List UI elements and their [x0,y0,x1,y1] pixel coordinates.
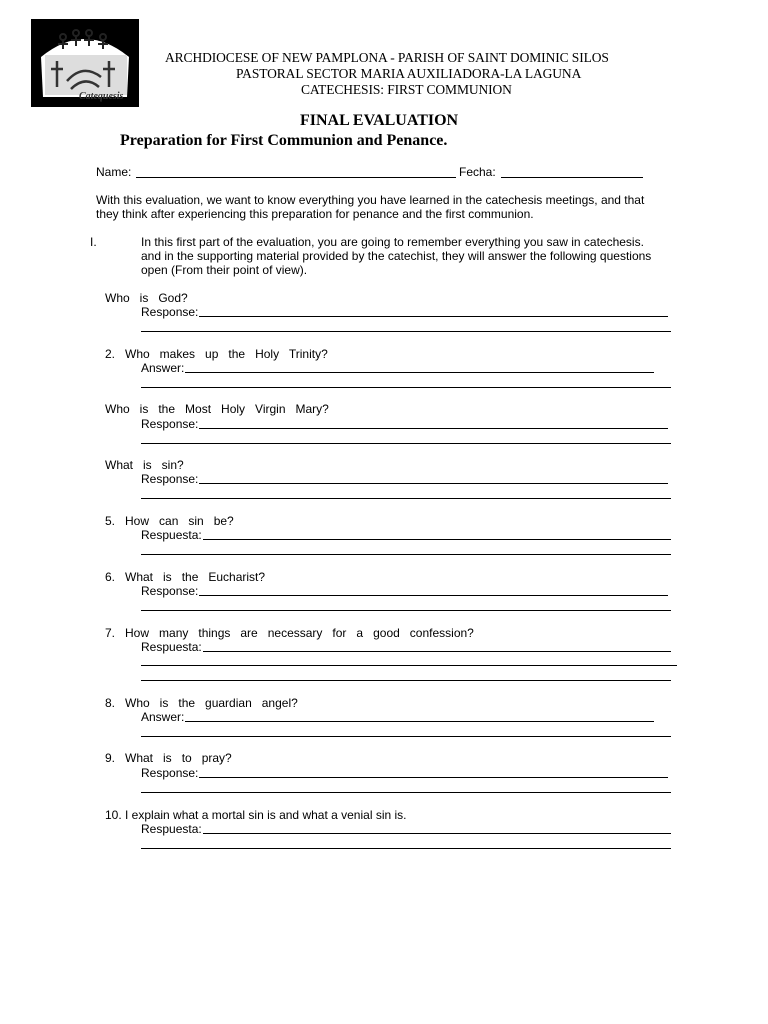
question-10: 10. I explain what a mortal sin is and what a venial sin is. [105,808,407,822]
header-pastoral-sector: PASTORAL SECTOR MARIA AUXILIADORA-LA LAGUNA [236,66,582,81]
header-archdiocese: ARCHDIOCESE OF NEW PAMPLONA - PARISH OF SAINT DOMINIC SILOS [165,50,609,65]
question-4-answer-line-1[interactable] [199,483,668,484]
section-line-2: and in the supporting material provided by the catechist, they will answer the following questions [141,249,652,263]
question-6-label: Response: [141,584,199,598]
date-label: Fecha: [459,165,496,179]
section-numeral: I. [90,235,97,249]
question-7-answer-line-1[interactable] [203,651,671,652]
question-2: 2. Who makes up the Holy Trinity? [105,347,328,361]
name-field[interactable] [136,177,456,178]
question-7-answer-line-2[interactable] [141,665,677,666]
intro-line-1: With this evaluation, we want to know everything you have learned in the catechesis meetings, and that [96,193,645,207]
question-2-label: Answer: [141,361,185,375]
question-5-answer-line-1[interactable] [203,539,671,540]
question-3: Who is the Most Holy Virgin Mary? [105,402,329,416]
question-8-answer-line-2[interactable] [141,736,671,737]
date-field[interactable] [501,177,643,178]
question-4-label: Response: [141,472,199,486]
question-7: 7. How many things are necessary for a good confession? [105,626,474,640]
question-10-answer-line-2[interactable] [141,848,671,849]
question-3-label: Response: [141,417,199,431]
question-1: Who is God? [105,291,188,305]
question-6-answer-line-1[interactable] [199,595,668,596]
question-5-label: Respuesta: [141,528,202,542]
name-label: Name: [96,165,132,179]
question-1-label: Response: [141,305,199,319]
header-catechesis: CATECHESIS: FIRST COMMUNION [301,82,512,97]
question-6: 6. What is the Eucharist? [105,570,266,584]
page-subtitle: Preparation for First Communion and Penance. [120,132,448,149]
logo-text: Catequesis [79,91,124,102]
question-2-answer-line-2[interactable] [141,387,671,388]
question-8-answer-line-1[interactable] [185,721,654,722]
question-6-answer-line-2[interactable] [141,610,671,611]
question-8: 8. Who is the guardian angel? [105,696,298,710]
question-4-answer-line-2[interactable] [141,498,671,499]
intro-line-2: they think after experiencing this preparation for penance and the first communion. [96,207,534,221]
question-7-answer-line-3[interactable] [141,680,671,681]
question-8-label: Answer: [141,710,185,724]
question-9-answer-line-1[interactable] [199,777,668,778]
page-title: FINAL EVALUATION [300,112,459,129]
question-4: What is sin? [105,458,184,472]
question-9-answer-line-2[interactable] [141,792,671,793]
question-2-answer-line-1[interactable] [185,372,654,373]
section-line-3: open (From their point of view). [141,263,308,277]
logo-graphic [31,19,139,107]
catechesis-logo [31,19,139,107]
section-line-1: In this first part of the evaluation, you are going to remember everything you saw in catechesis. [141,235,644,249]
question-5-answer-line-2[interactable] [141,554,671,555]
question-9-label: Response: [141,766,199,780]
question-1-answer-line-2[interactable] [141,331,671,332]
question-10-answer-line-1[interactable] [203,833,671,834]
question-1-answer-line-1[interactable] [199,316,668,317]
question-5: 5. How can sin be? [105,514,234,528]
question-9: 9. What is to pray? [105,751,232,765]
question-3-answer-line-2[interactable] [141,443,671,444]
question-7-label: Respuesta: [141,640,202,654]
question-3-answer-line-1[interactable] [199,428,668,429]
question-10-label: Respuesta: [141,822,202,836]
